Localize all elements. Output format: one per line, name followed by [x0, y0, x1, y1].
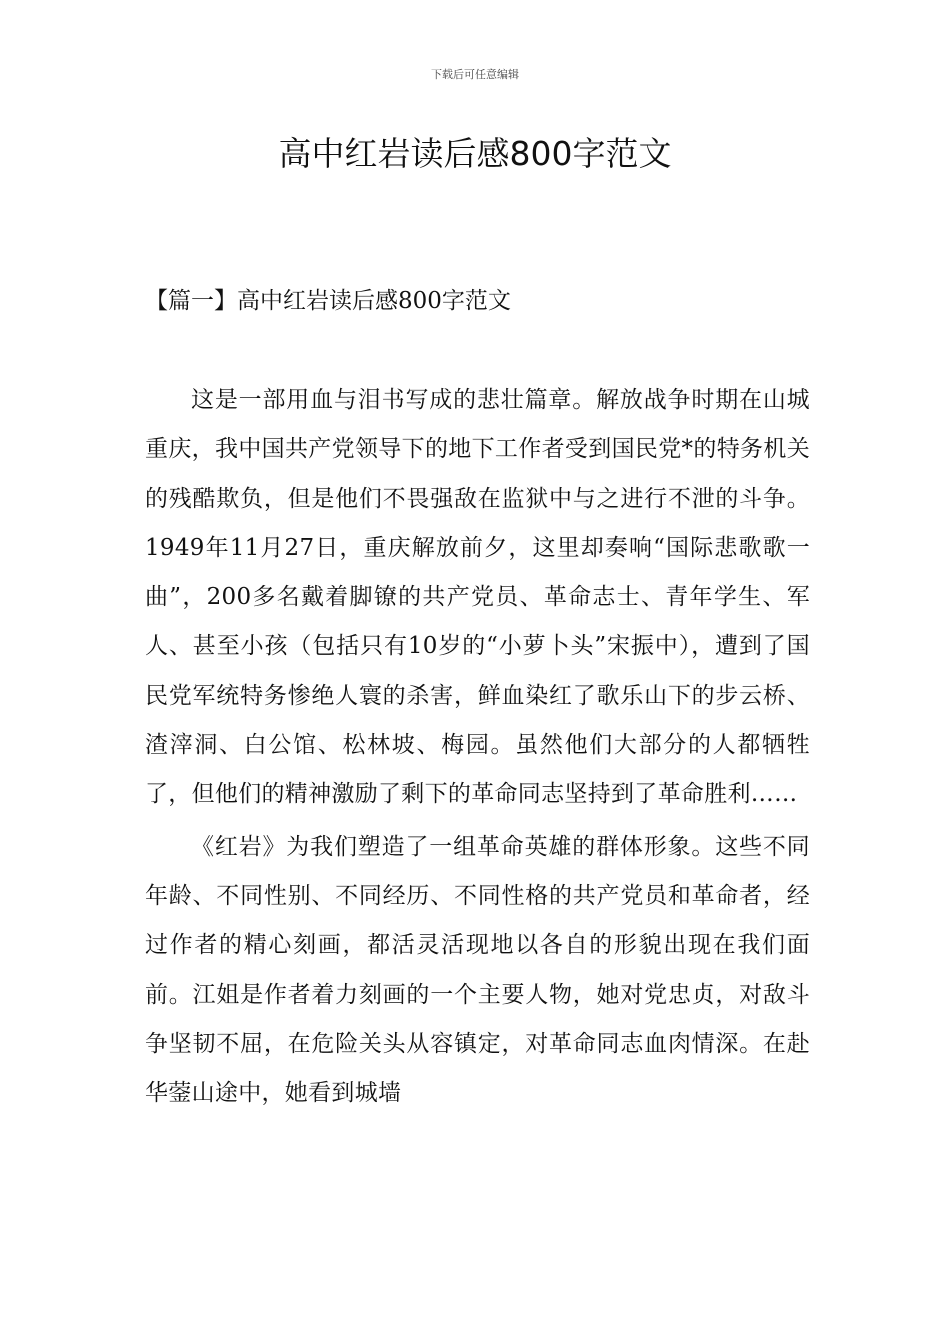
header-note: 下载后可任意编辑: [431, 68, 519, 81]
body-paragraph: 这是一部用血与泪书写成的悲壮篇章。解放战争时期在山城重庆，我中国共产党领导下的地下工作者受到国民党*的特务机关的残酷欺负，但是他们不畏强敌在监狱中与之进行不泄的斗争。1949年11月27日，重庆解放前夕，这里却奏响“国际悲歌歌一曲”，200多名戴着脚镣的共产党员、革命志士、青年学生、军人、甚至小孩（包括只有10岁的“小萝卜头”宋振中），遭到了国民党军统特务惨绝人寰的杀害，鲜血染红了歌乐山下的步云桥、渣滓洞、白公馆、松林坡、梅园。虽然他们大部分的人都牺牲了，但他们的精神激励了剩下的革命同志坚持到了革命胜利……: [145, 387, 810, 808]
document-title: 高中红岩读后感800字范文: [278, 134, 672, 173]
section-heading: 【篇一】高中红岩读后感800字范文: [145, 288, 511, 314]
body-paragraph: 《红岩》为我们塑造了一组革命英雄的群体形象。这些不同年龄、不同性别、不同经历、不同性格的共产党员和革命者，经过作者的精心刻画，都活灵活现地以各自的形貌出现在我们面前。江姐是作者着力刻画的一个主要人物，她对党忠贞，对敌斗争坚韧不屈，在危险关头从容镇定，对革命同志血肉情深。在赴华蓥山途中，她看到城墙: [145, 833, 810, 1107]
document-body: [145, 376, 810, 1118]
